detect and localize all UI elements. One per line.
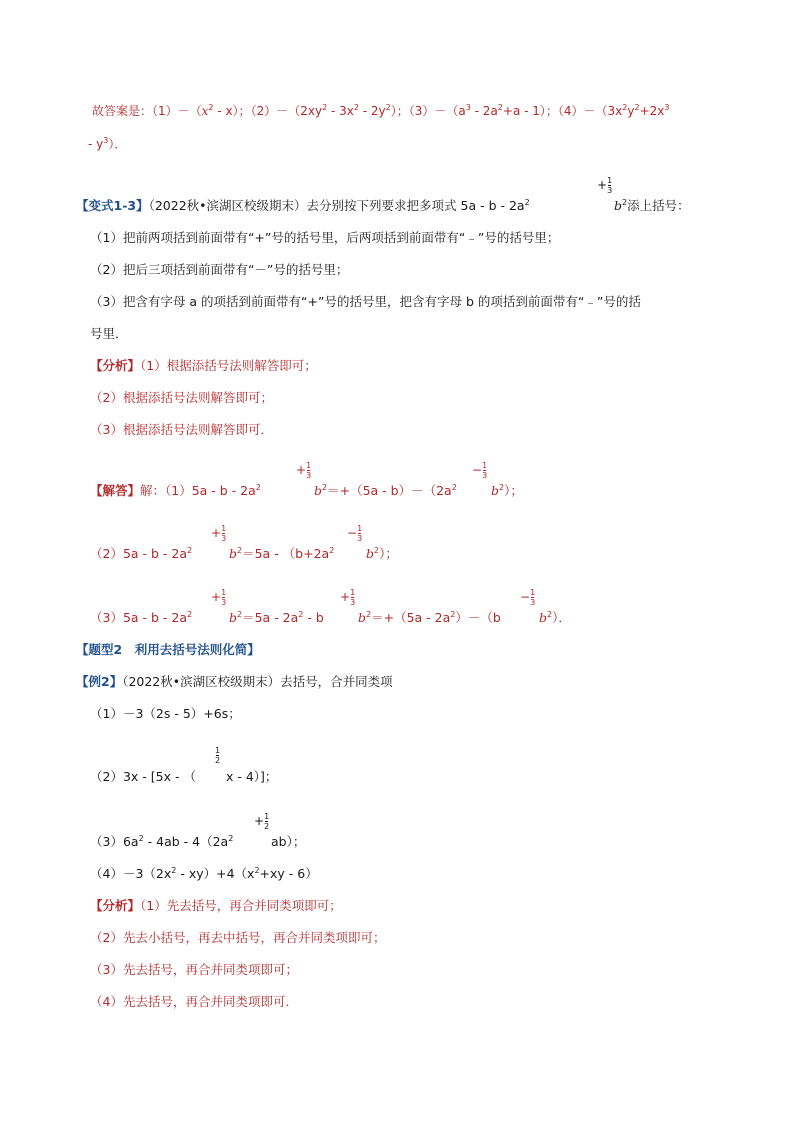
prev-answer-line-2: - $y^3$）． [88,136,127,151]
variant-req-3: （3）把含有字母 a 的项括到前面带有“+”号的括号里，把含有字母 b 的项括到前面带有“﹣”号的括 [90,294,641,309]
solution1-line-1-frac-a: + $\frac{1}{3}$ [296,461,312,480]
solution1-line-3-frac-b: + $\frac{1}{3}$ [340,588,356,607]
solution1-line-1-frac-b: − $\frac{1}{3}$ [472,461,488,480]
example2-q2-a: （2）3x - [5x - （ [90,769,196,784]
solution1-line-3-c: $b^2=+(5a - 2a^2)-(b$ [358,609,501,625]
solution1-line-3-a: （3）5a - b - $2a^2$ [90,609,193,625]
solution1-line-3-frac-a: + $\frac{1}{3}$ [211,588,227,607]
variant-heading: 【变式1-3】（2022秋•滨湖区校级期末）去分别按下列要求把多项式 5a - b - $2a^2$ [76,197,530,213]
prev-answer-line-1: 故答案是：$(1)-(x^2 - x)$；$(2)-(2xy^2 - 3x^2 - 2y^2)$；$(3)-(a^3 - 2a^2+a - 1)$；$(4)-(3x^2y^2+2x^3$ [92,103,670,118]
solution1-line-3-b: $b^2=5a - 2a^2 - b$ [229,609,324,625]
solution1-line-2-a: （2）5a - b - $2a^2$ [90,545,193,561]
solution1-line-3-frac-c: − $\frac{1}{3}$ [520,588,536,607]
solution1-line-1-b: $b^2=+(5a - b)-(2a^2$ [314,482,457,498]
solution1-line-2-frac-b: − $\frac{1}{3}$ [347,524,363,543]
example2-heading: 【例2】（2022秋•滨湖区校级期末）去括号，合并同类项 [76,674,393,689]
analysis2-line-3: （3）先去括号，再合并同类项即可； [90,962,298,977]
analysis2-line-4: （4）先去括号，再合并同类项即可． [90,994,298,1009]
example2-q3-a: $(3)6a^2 - 4ab - 4(2a^2$ [90,833,234,849]
analysis1-line-1: 【分析】（1）根据添括号法则解答即可； [90,358,317,373]
variant-fraction: + $\frac{1}{3}$ [597,176,613,195]
variant-req-1: （1）把前两项括到前面带有“+”号的括号里，后两项括到前面带有“﹣”号的括号里； [90,230,560,245]
example2-q2-frac: $\frac{1}{2}$ [215,746,221,765]
example2-q3-b: ab）； [271,834,306,849]
analysis2-line-2: （2）先去小括号，再去中括号，再合并同类项即可； [90,930,386,945]
example2-q2-b: x - 4）]； [226,769,278,784]
solution1-line-2-frac-a: + $\frac{1}{3}$ [211,524,227,543]
example2-q4: $(4)-3(2x^2 - xy)+4(x^2+xy - 6)$ [90,865,318,881]
section-2-title: 【题型2 利用去括号法则化简】 [76,642,260,657]
solution1-line-1-a: 【解答】解：（1）5a - b - $2a^2$ [90,482,261,498]
variant-heading-tail: $b^2$添上括号： [614,197,690,213]
variant-req-3-cont: 号里． [90,326,128,341]
analysis1-line-2: （2）根据添括号法则解答即可； [90,390,273,405]
solution1-line-2-b: $b^2=5a - (b+2a^2$ [229,545,335,561]
analysis1-line-3: （3）根据添括号法则解答即可． [90,422,273,437]
solution1-line-1-c: $b^2$）； [491,482,523,498]
variant-req-2: （2）把后三项括到前面带有“－”号的括号里； [90,262,349,277]
solution1-line-2-c: $b^2$）； [366,545,398,561]
example2-q3-frac: + $\frac{1}{2}$ [254,812,270,831]
example2-q1: （1）－3（2s - 5）+6s； [90,706,241,721]
solution1-line-3-d: $b^2$）． [539,609,571,625]
analysis2-line-1: 【分析】（1）先去括号，再合并同类项即可； [90,898,342,913]
